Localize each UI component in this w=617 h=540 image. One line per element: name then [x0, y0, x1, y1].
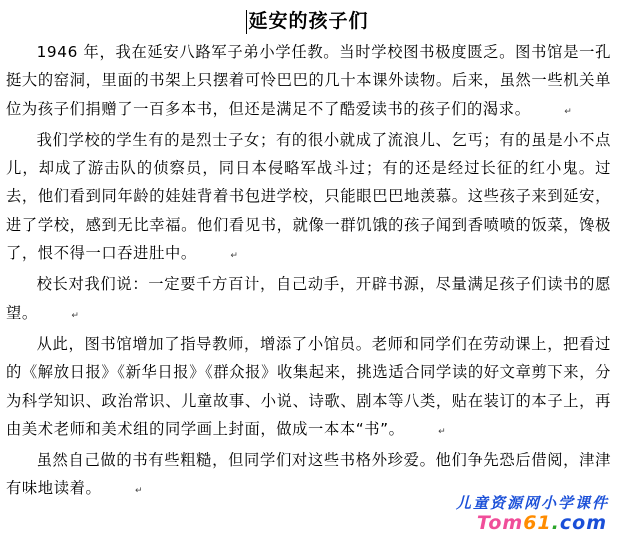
paragraph-mark-icon: ↵ — [71, 310, 80, 321]
title-row — [6, 4, 611, 38]
watermark-logo-part: com — [559, 512, 607, 534]
text-cursor — [246, 10, 247, 34]
paragraph-mark-icon: ↵ — [230, 251, 239, 262]
paragraph-5-text: 虽然自己做的书有些粗糙，但同学们对这些书格外珍爱。他们争先恐后借阅，津津有味地读着。 — [6, 451, 611, 498]
paragraph-1-text: 1946 年，我在延安八路军子弟小学任教。当时学校图书极度匮乏。图书馆是一孔挺大的窑洞，里面的书架上只摆着可怜巴巴的几十本课外读物。后来，虽然一些机关单位为孩子们捐赠了一百多本书，但还是满足不了酷爱读书的孩子们的渴求。 — [6, 43, 611, 118]
paragraph-5 — [6, 446, 611, 506]
paragraph-3-text: 校长对我们说：一定要千方百计，自己动手，开辟书源，尽量满足孩子们读书的愿望。 — [6, 275, 611, 322]
paragraph-mark-icon: ↵ — [134, 486, 144, 497]
paragraph-2 — [6, 126, 611, 270]
watermark-site-name: 儿童资源网小学课件 — [455, 494, 609, 512]
paragraph-mark-icon: ↵ — [564, 106, 573, 117]
paragraph-2-text: 我们学校的学生有的是烈士子女；有的很小就成了流浪儿、乞丐；有的虽是小不点儿，却成了游击队的侦察员，同日本侵略军战斗过；有的还是经过长征的红小鬼。过去，他们看到同年龄的娃娃背着书包进学校，只能眼巴巴地羡慕。这些孩子来到延安，进了学校，感到无比幸福。他们看见书，就像一群饥饿的孩子闻到香喷喷的饭菜，馋极了，恨不得一口吞进肚中。 — [6, 130, 611, 263]
watermark-logo-part: Tom — [476, 512, 524, 534]
paragraph-4 — [6, 330, 611, 446]
document-title: 延安的孩子们 — [248, 10, 369, 32]
watermark-logo-part: 61 — [523, 512, 552, 534]
paragraph-mark-icon: ↵ — [438, 426, 447, 437]
paragraph-1 — [6, 38, 611, 126]
paragraph-4-text: 从此，图书馆增加了指导教师，增添了小馆员。老师和同学们在劳动课上，把看过的《解放日报》《新华日报》《群众报》收集起来，挑选适合同学读的好文章剪下来，分为科学知识、政治常识、儿童故事、小说、诗歌、剧本等八类，贴在装订的本子上，再由美术老师和美术组的同学画上封面，做成一本本“书”。 — [6, 334, 611, 438]
paragraph-3 — [6, 270, 611, 330]
watermark-logo-part: . — [551, 512, 560, 534]
